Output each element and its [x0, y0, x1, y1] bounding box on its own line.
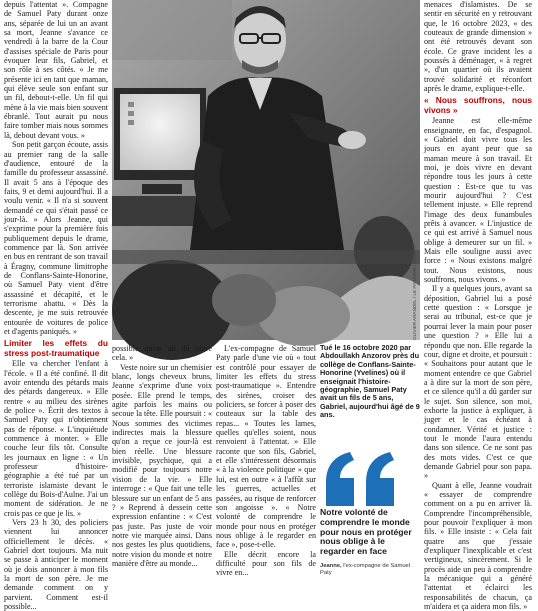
- paragraph: Il y a quelques jours, avant sa déposition, Gabriel lui a posé cette question : « Lorsque je serai au tribunal, est-ce que je pourrai lever la main pour poser une question ? » Elle lui a répondu que non. Elle regarde la cour, digne et droite, et poursuit : « Souhaitons pour autant que le moment entendre ce que Gabriel a à dire sur la mort de son père, et ce silence qu'il a dû garder sur le sujet. Son silence, son moi, exhorte la justice à expliquer, à juger et le cas échéant à condamner. Vérité et justice : tout le monde l'aura entendu dans son silence. Ce ne sont pas des mots vides. C'est ce que demande Gabriel pour son papa. »: [424, 284, 532, 481]
- paragraph: possible qu'on ait dû vivre cela. »: [112, 344, 212, 363]
- attribution-name: Jeanne,: [320, 563, 342, 569]
- paragraph: Jeanne est elle-même enseignante, en fac, d'espagnol. « Gabriel doit vivre tous les jours en ayant peur que sa maman meure à son travail. Et moi, je dois vivre en devant répondre tous les jours à cette question : Est-ce que tu vas mourir aujourd'hui ? C'est tellement injuste. » Elle reprend l'image des deux funambules prêts à avancer. « L'injustice de ce qui est arrivé à Samuel nous oblige à demeurer sur un fil. » Mais elle souligne aussi avec force : « Nous existons malgré tout. Nous existons, nous souffrons, nous vivons. »: [424, 116, 532, 285]
- paragraph: Son petit garçon écoute, assis au premier rang de la salle d'audience, entouré de la famille du professeur assassiné. Il avait 5 ans à l'époque des faits, 9 et demi aujourd'hui. Il a voulu venir. « Il n'a si souvent demandé ce qui s'était passé ce jour-là. » Alors Jeanne, qui s'exprime pour la première fois publiquement depuis le drame, commence par là. Son arrivée en bus en rentrant de son travail à Éragny, commune limitrophe de Conflans-Sainte-Honorine, où Samuel Paty vient d'être assassiné et décapité, et le terrorisme abattu. « Dès la descente, je me suis retrouvée entourée de voitures de police et d'agents paniqués. »: [4, 140, 108, 337]
- photo-illustration: [112, 0, 420, 340]
- article-column-left: [4, 0, 108, 611]
- article-column-middle-2: [216, 344, 316, 577]
- paragraph: Elle va chercher l'enfant à l'école. « Il a été confiné. Il dit avoir entendu des pétards mais des pétards dangereux. » Elle rentre « au milieu des sirènes de police ». Écrit des textos à Samuel Paty qui n'obtiennent pas de réponse. « L'inquiétude commence à monter. » Elle couche leur fils tôt. Consulte les journaux en ligne : « Un professeur d'histoire-géographie a été tué par un terroriste islamiste devant le collège du Bois-d'Aulne. J'ai un moment de sidération. Je ne crois pas ce que je lis. »: [4, 359, 108, 518]
- article-column-right: [424, 0, 532, 611]
- article-column-middle-1: [112, 344, 212, 577]
- photo-credit: OLIVIER ARANDEL / LE PARISIEN / MAXPPP: [412, 244, 417, 340]
- paragraph: L'ex-compagne de Samuel Paty parle d'une vie où « tout est contrôlé pour essayer de limiter les effets du stress post-traumatique ». Entendre des sirènes, croiser des policiers, se forcer à poser des couteaux sur la table des repas... « Toutes les lames, quelles qu'elles soient, nous renvoient à l'attentat. » Elle raconte que son fils, Gabriel, et elle s'intéressent désormais « à la violence politique » que lui, est en outre « à l'affût sur les guerres, actuelles et passées, au risque de renforcer son angoisse ». « Notre volonté de comprendre le monde pour nous en protéger nous oblige à le regarder en face », pose-t-elle.: [216, 344, 316, 550]
- paragraph: Quant à elle, Jeanne voudrait « essayer de comprendre comment on a pu en arriver là. Comprendre l'incompréhensible, pour pouvoir l'expliquer à mon fils. » Elle insiste : « Cela fait quatre ans que j'essaie d'expliquer l'inexplicable et c'est vertigineux, sincèrement. Si le procès aide un peu à comprendre la mécanique qui a généré l'attentat et éclairci les responsabilités de chacun, ça m'aidera et ça aidera mon fils. »: [424, 480, 532, 611]
- subheading: « Nous souffrons, nous vivons »: [424, 95, 532, 115]
- paragraph: Veste noire sur un chemisier blanc, longs cheveux bruns, Jeanne s'exprime d'une voix posée. Elle prend le temps, agite parfois les mains ou secoue la tête. Elle poursuit : « Nous sommes des victimes indirectes mais la blessure qu'on a reçue ce jour-là est bien réelle. Une blessure invisible, psychique, qui a modifié pour toujours notre vision de la vie. » Elle interroge : « Que fait une telle blessure sur un enfant de 5 ans ? » Reprend à dessein cette expression enfantine : « C'est pas juste. Pas juste de voir notre vie marquée ainsi. Dans nos gestes les plus quotidiens, notre vision du monde et notre manière d'être au monde...: [112, 362, 212, 568]
- article-photo: [112, 0, 420, 340]
- pull-quote-attribution: [320, 563, 420, 576]
- quote-mark-icon: [320, 448, 420, 508]
- paragraph: Elle décrit encore la difficulté pour son fils de vivre en...: [216, 549, 316, 578]
- paragraph: Vers 23 h 30, des policiers viennent lui annoncer officiellement le décès. « Gabriel dort toujours. Ma nuit se passe à anticiper le moment où je dois annoncer à mon fils la mort de son père. Je me demande comment on y parvient. Comment est-il possible...: [4, 518, 108, 611]
- paragraph: menaces d'islamistes. De se sentir en sécurité en y retrouvant que, le 16 octobre 2023, « des couteaux de grande dimension » ont été retrouvés devant son école. Ce grave incident les a poussés à déménager, « à regret », d'un quartier où ils avaient trouvé solidarité et réconfort après le drame, explique-t-elle.: [424, 0, 532, 94]
- pull-quote: Notre volonté de comprendre le monde pour nous en protéger nous oblige à le regarder en face: [320, 507, 412, 557]
- attribution-role: l'ex-compagne de Samuel Paty: [320, 563, 411, 576]
- paragraph: depuis l'attentat ». Compagne de Samuel Paty durant onze ans, séparée de lui un an avant sa mort, Jeanne s'avance ce vendredi à la barre de la Cour d'assises spéciale de Paris pour évoquer leur fils, Gabriel, et son rôle à ses côtés. « Je me présente ici en tant que maman, qui élève seule son enfant sur un fil, debout-t-elle. Un fil qui mène à la vie mais bien souvent ébranlé. Tout aurait pu nous faire tomber mais nous sommes là, debout devant vous. »: [4, 0, 108, 140]
- photo-caption: Tué le 16 octobre 2020 par Abdoullakh Anzorov près du collège de Conflans-Sainte-Honorine (Yvelines) où il enseignait l'histoire-géographie, Samuel Paty avait un fils de 5 ans, Gabriel, aujourd'hui âgé de 9 ans.: [320, 343, 420, 420]
- subheading: Limiter les effets du stress post-traumatique: [4, 338, 108, 358]
